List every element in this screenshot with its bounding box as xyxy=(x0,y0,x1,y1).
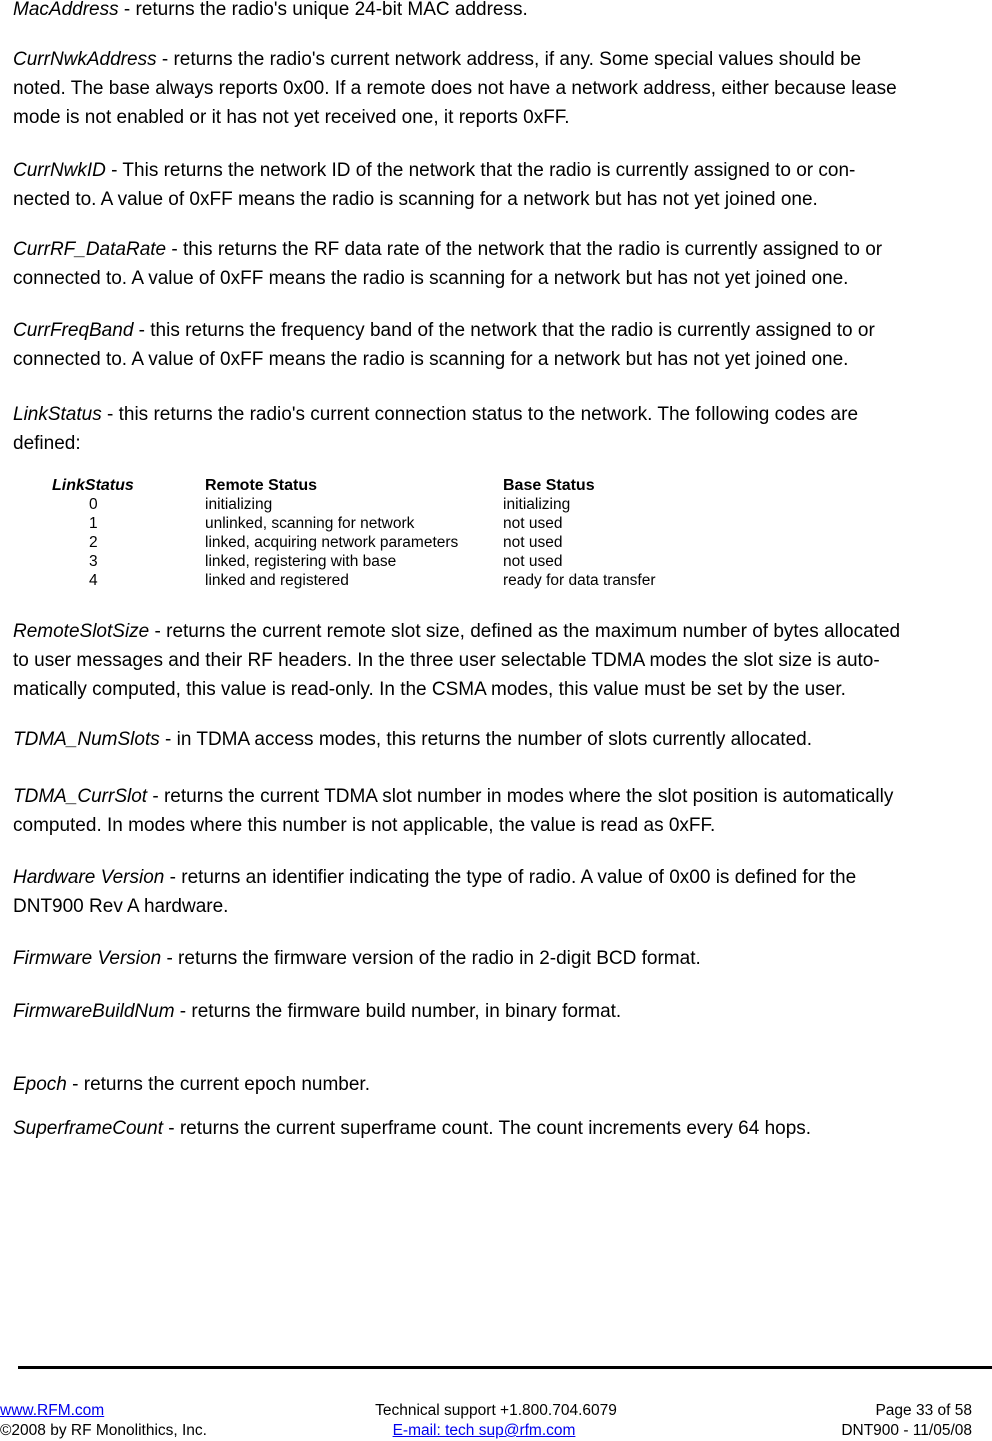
page-number: Page 33 of 58 xyxy=(875,1402,972,1419)
table-row: 3 linked, registering with base not used xyxy=(89,553,563,570)
table-row: 2 linked, acquiring network parameters not used xyxy=(89,534,563,551)
paragraph-currnwkaddress: CurrNwkAddress - returns the radio's current network address, if any. Some special values should be noted. The base always reports 0x00. If a remote does not have a network address, either because lease mode is not enabled or it has not yet received one, it reports 0xFF. xyxy=(13,49,897,128)
paragraph-epoch: Epoch - returns the current epoch number. xyxy=(13,1074,370,1095)
table-row: 4 linked and registered ready for data transfer xyxy=(89,572,656,589)
paragraph-remoteslotsize: RemoteSlotSize - returns the current remote slot size, defined as the maximum number of bytes allocated to user messages and their RF headers. In the three user selectable TDMA modes the slot size is auto- matically computed, this value is read-only. In the CSMA modes, this value must be set by the user. xyxy=(13,621,901,700)
column-header: Remote Status xyxy=(205,477,318,494)
paragraph-currrf-datarate: CurrRF_DataRate - this returns the RF data rate of the network that the radio is currently assigned to or connected to. A value of 0xFF means the radio is scanning for a network but has not yet joined one. xyxy=(13,239,883,289)
table-row: 0 initializing initializing xyxy=(89,496,571,513)
table-header-row xyxy=(0,476,992,495)
table-row: 1 unlinked, scanning for network not used xyxy=(89,515,563,532)
paragraph-firmware-version: Firmware Version - returns the firmware version of the radio in 2-digit BCD format. xyxy=(13,948,701,969)
column-header: Base Status xyxy=(503,477,595,494)
copyright-text: ©2008 by RF Monolithics, Inc. xyxy=(0,1422,207,1439)
support-email-link[interactable]: E-mail: tech sup@rfm.com xyxy=(392,1422,576,1439)
support-phone: Technical support +1.800.704.6079 xyxy=(375,1402,617,1419)
column-header: LinkStatus xyxy=(52,477,134,494)
paragraph-superframecount: SuperframeCount - returns the current superframe count. The count increments every 64 hops. xyxy=(13,1118,812,1139)
paragraph-linkstatus: LinkStatus - this returns the radio's current connection status to the network. The following codes are defined: xyxy=(13,404,859,454)
paragraph-currfreqband: CurrFreqBand - this returns the frequency band of the network that the radio is currently assigned to or connected to. A value of 0xFF means the radio is scanning for a network but has not yet joined one. xyxy=(13,320,875,370)
website-link[interactable]: www.RFM.com xyxy=(0,1402,105,1419)
paragraph-currnwkid: CurrNwkID - This returns the network ID of the network that the radio is currently assigned to or con- nected to. A value of 0xFF means the radio is scanning for a network but has not yet joined one. xyxy=(13,160,856,210)
paragraph-hardware-version: Hardware Version - returns an identifier indicating the type of radio. A value of 0x00 is defined for the DNT900 Rev A hardware. xyxy=(13,867,857,917)
paragraph-firmwarebuildnum: FirmwareBuildNum - returns the firmware build number, in binary format. xyxy=(13,1001,622,1022)
link-status-table xyxy=(0,476,992,590)
footer-divider xyxy=(18,1366,992,1369)
paragraph-tdma-currslot: TDMA_CurrSlot - returns the current TDMA slot number in modes where the slot position is automatically computed. In modes where this number is not applicable, the value is read as 0xFF. xyxy=(13,786,894,836)
document-id: DNT900 - 11/05/08 xyxy=(841,1422,972,1439)
paragraph-macaddress: MacAddress - returns the radio's unique 24-bit MAC address. xyxy=(13,0,528,20)
support-email-wrap xyxy=(0,1421,968,1441)
paragraph-tdma-numslots: TDMA_NumSlots - in TDMA access modes, this returns the number of slots currently allocated. xyxy=(13,729,813,750)
